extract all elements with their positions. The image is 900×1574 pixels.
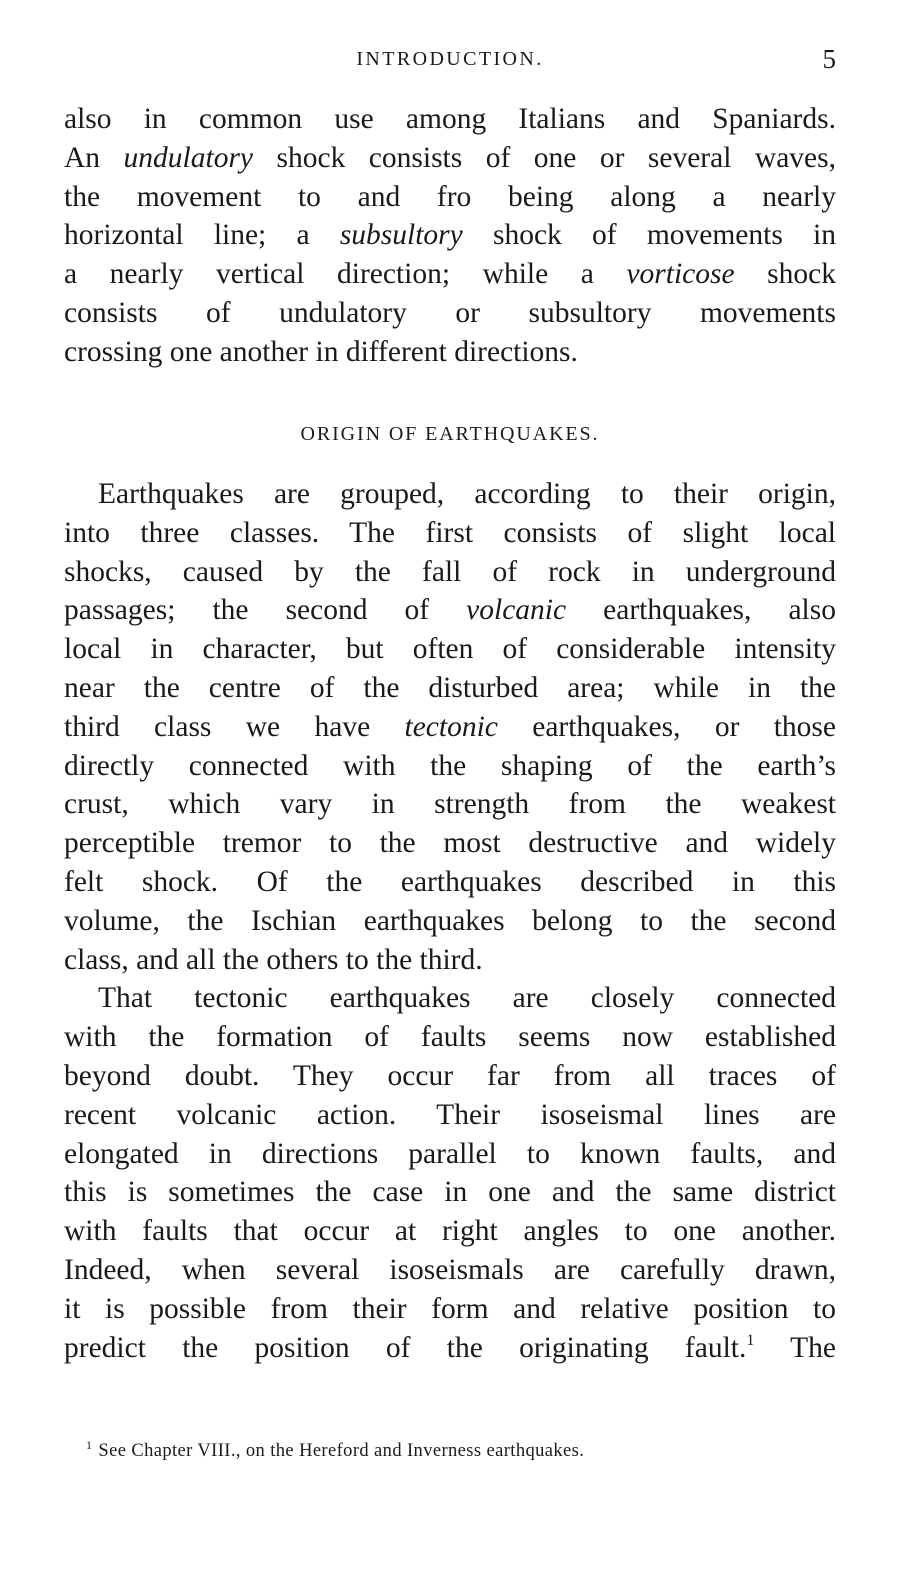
text-line: consists of undulatory or subsultory movements	[64, 296, 836, 329]
text-line: a nearly vertical direction; while a vorticose shock	[64, 258, 837, 291]
text-line: it is possible from their form and relative position to	[64, 1292, 836, 1325]
text-line: near the centre of the disturbed area; while in the	[64, 671, 836, 704]
footnote-mark: 1	[86, 1438, 93, 1452]
paragraph	[64, 475, 836, 979]
running-head	[64, 42, 836, 82]
footnote-text: See Chapter VIII., on the Hereford and Inverness earthquakes.	[98, 1441, 585, 1461]
italic-term: vorticose	[626, 258, 735, 291]
text-line: predict the position of the originating fault.$^1$ The	[64, 1331, 836, 1364]
running-title: INTRODUCTION.	[356, 48, 544, 70]
text-line: local in character, but often of considerable intensity	[64, 633, 836, 666]
text-line: crossing one another in different directions.	[64, 335, 578, 368]
text-line: elongated in directions parallel to known faults, and	[64, 1137, 836, 1170]
text-line: Earthquakes are grouped, according to their origin,	[98, 478, 836, 510]
text-line: third class we have tectonic earthquakes, or those	[64, 710, 837, 743]
italic-term: subsultory	[339, 219, 463, 252]
paragraph	[64, 100, 836, 372]
text-line: with faults that occur at right angles to one another.	[64, 1215, 836, 1248]
text-line: also in common use among Italians and Spaniards.	[64, 103, 836, 135]
text-line: the movement to and fro being along a nearly	[64, 180, 836, 213]
section-body	[64, 475, 836, 1367]
text-line: passages; the second of volcanic earthquakes, also	[64, 594, 836, 627]
text-line: That tectonic earthquakes are closely connected	[98, 982, 836, 1015]
text-line: crust, which vary in strength from the weakest	[64, 788, 836, 821]
text-line: directly connected with the shaping of the earth’s	[64, 749, 836, 782]
text-line: perceptible tremor to the most destructive and widely	[64, 827, 836, 860]
text-line: felt shock. Of the earthquakes described in this	[64, 865, 836, 898]
italic-term: tectonic	[404, 710, 498, 743]
footnote-reference: 1	[746, 1331, 755, 1349]
text-line: beyond doubt. They occur far from all traces of	[64, 1059, 836, 1092]
text-line: shocks, caused by the fall of rock in underground	[64, 555, 836, 588]
text-line: An undulatory shock consists of one or several waves,	[64, 141, 836, 174]
text-line: Indeed, when several isoseismals are carefully drawn,	[64, 1253, 836, 1286]
continuation-paragraph	[64, 100, 836, 372]
page-number: 5	[822, 44, 836, 74]
text-line: recent volcanic action. Their isoseismal lines are	[64, 1098, 836, 1131]
text-line: volume, the Ischian earthquakes belong to the second	[64, 904, 836, 937]
text-line: this is sometimes the case in one and the same district	[64, 1176, 836, 1209]
section-heading: ORIGIN OF EARTHQUAKES.	[300, 423, 600, 445]
text-line: with the formation of faults seems now established	[64, 1021, 836, 1054]
paragraph	[64, 979, 836, 1367]
text-line: class, and all the others to the third.	[64, 943, 483, 976]
italic-term: undulatory	[123, 141, 254, 174]
italic-term: volcanic	[466, 594, 567, 627]
text-line: horizontal line; a subsultory shock of movements in	[64, 219, 837, 252]
text-line: into three classes. The first consists of slight local	[64, 516, 836, 549]
footnote	[64, 1438, 836, 1462]
